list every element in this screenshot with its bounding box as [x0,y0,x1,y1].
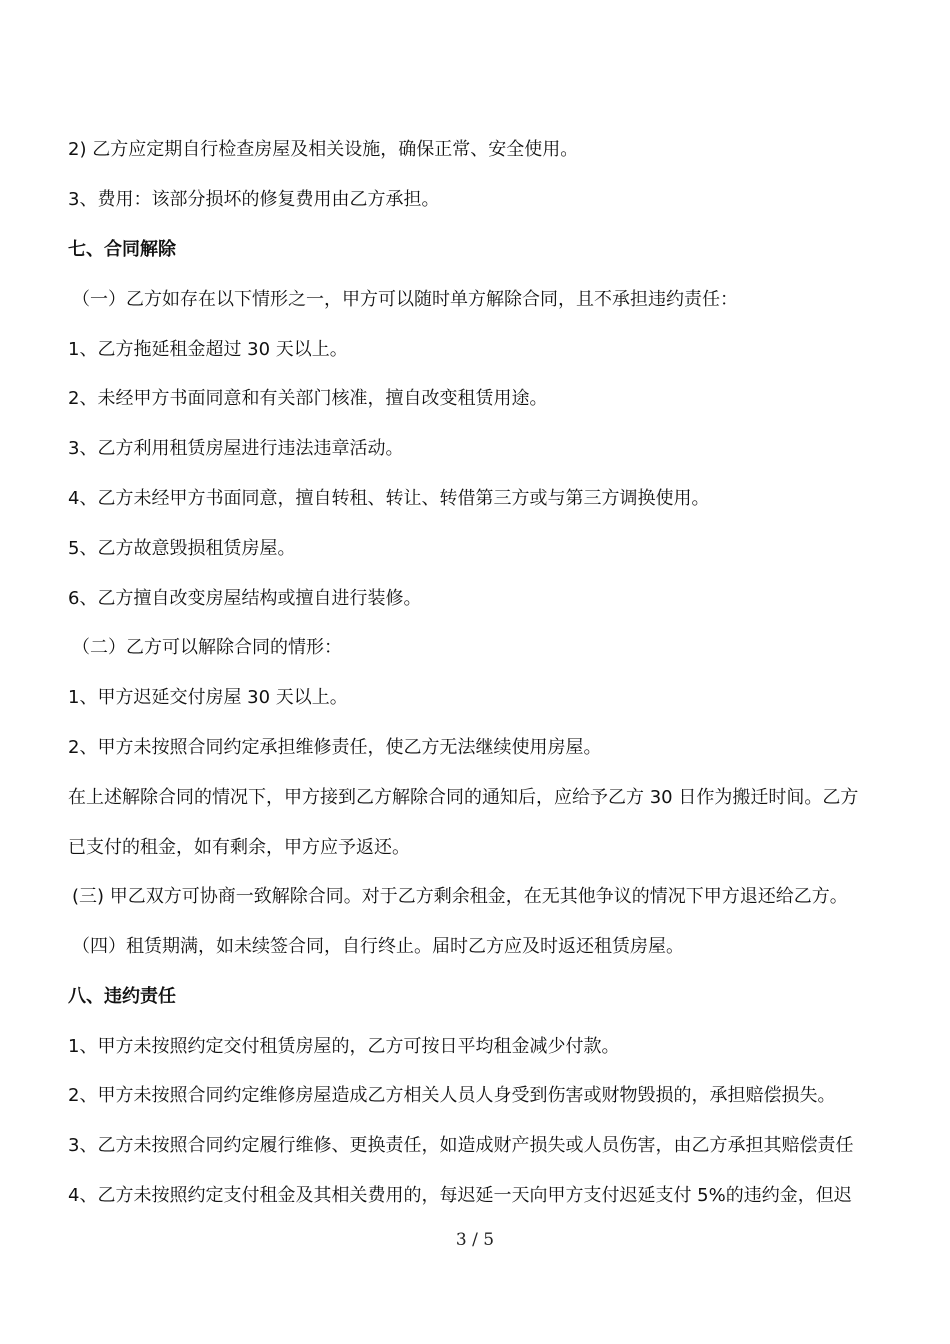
paragraph-text: 在上述解除合同的情况下，甲方接到乙方解除合同的通知后，应给予乙方 30 日作为搬迁时间。乙方 [68,787,859,808]
page-number: 3 / 5 [455,1230,495,1250]
clause-text: 2、未经甲方书面同意和有关部门核准，擅自改变租赁用途。 [68,388,548,409]
paragraph-text: 已支付的租金，如有剩余，甲方应予返还。 [68,837,410,858]
clause-text: 3、乙方利用租赁房屋进行违法违章活动。 [68,438,404,459]
sub-section-text: （二）乙方可以解除合同的情形： [72,637,342,658]
clause-text: 4、乙方未按照约定支付租金及其相关费用的，每迟延一天向甲方支付迟延支付 5%的违约金，但迟 [68,1185,852,1206]
clause-text: 4、乙方未经甲方书面同意，擅自转租、转让、转借第三方或与第三方调换使用。 [68,488,710,509]
clause-text: 2) 乙方应定期自行检查房屋及相关设施，确保正常、安全使用。 [68,139,579,160]
clause-text: 1、甲方未按照约定交付租赁房屋的，乙方可按日平均租金减少付款。 [68,1036,620,1057]
sub-section-text: （一）乙方如存在以下情形之一，甲方可以随时单方解除合同，且不承担违约责任： [72,289,738,310]
clause-text: 1、甲方迟延交付房屋 30 天以上。 [68,687,348,708]
clause-text: 2、甲方未按照合同约定承担维修责任，使乙方无法继续使用房屋。 [68,737,602,758]
clause-text: 6、乙方擅自改变房屋结构或擅自进行装修。 [68,588,422,609]
clause-text: 2、甲方未按照合同约定维修房屋造成乙方相关人员人身受到伤害或财物毁损的，承担赔偿损失。 [68,1085,836,1106]
clause-text: 1、乙方拖延租金超过 30 天以上。 [68,339,348,360]
section-heading: 七、合同解除 [68,239,176,260]
sub-section-text: （四）租赁期满，如未续签合同，自行终止。届时乙方应及时返还租赁房屋。 [72,936,684,957]
section-heading: 八、违约责任 [68,986,176,1007]
clause-text: 3、乙方未按照合同约定履行维修、更换责任，如造成财产损失或人员伤害，由乙方承担其赔偿责任 [68,1135,854,1156]
clause-text: 5、乙方故意毁损租赁房屋。 [68,538,296,559]
sub-section-text: (三) 甲乙双方可协商一致解除合同。对于乙方剩余租金，在无其他争议的情况下甲方退还给乙方。 [72,886,848,907]
clause-text: 3、费用：该部分损坏的修复费用由乙方承担。 [68,189,440,210]
